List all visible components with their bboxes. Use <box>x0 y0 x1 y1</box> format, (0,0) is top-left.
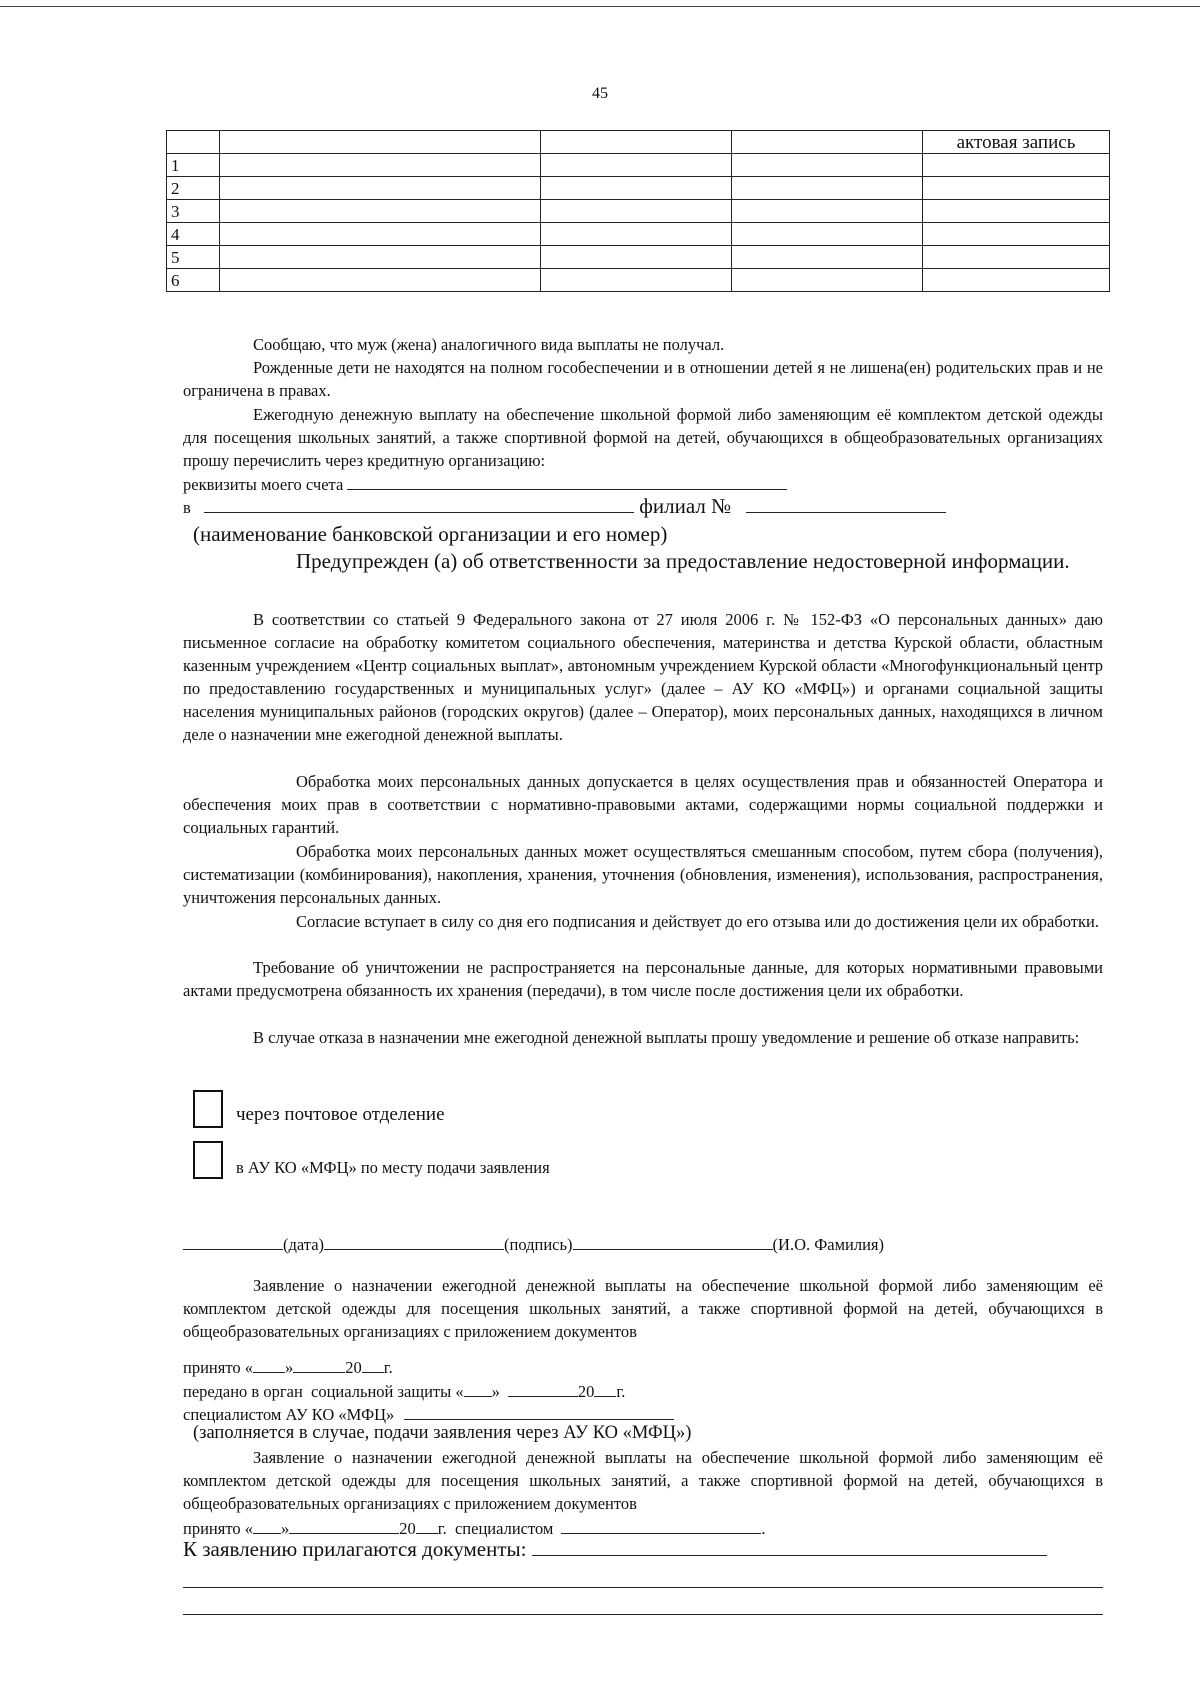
table-row <box>167 223 1110 246</box>
receipt2-statement: Заявление о назначении ежегодной денежной выплаты на обеспечение школьной формой либо заменяющим её комплектом детской одежды для посещения школьных занятий, а также спортивной формой на детей, обучающихся в общеобразовательных организациях с приложением документов <box>183 1448 1103 1513</box>
table-cell[interactable] <box>220 246 541 269</box>
receipt1-statement: Заявление о назначении ежегодной денежной выплаты на обеспечение школьной формой либо заменяющим её комплектом детской одежды для посещения школьных занятий, а также спортивной формой на детей, обучающихся в общеобразовательных организациях с приложением документов <box>183 1276 1103 1341</box>
accepted-specialist-label: г. специалистом <box>437 1519 554 1538</box>
transferred-year-field[interactable] <box>594 1378 616 1397</box>
row-number: 2 <box>167 177 220 200</box>
row-number: 4 <box>167 223 220 246</box>
husband-statement: Сообщаю, что муж (жена) аналогичного вида выплаты не получал. <box>253 335 725 354</box>
accepted-day-field[interactable] <box>253 1354 285 1373</box>
accepted-year-field[interactable] <box>362 1354 384 1373</box>
bank-caption: (наименование банковской организации и его номер) <box>193 522 668 546</box>
table-header-row <box>167 131 1110 154</box>
name-caption: (И.О. Фамилия) <box>772 1235 885 1254</box>
destruction-statement: Требование об уничтожении не распространяется на персональные данные, для которых нормативными правовыми актами предусмотрена обязанность их хранения (передачи), в том числе после достижения цели их обработки. <box>183 958 1103 1000</box>
period: . <box>761 1519 766 1538</box>
accepted-quote: » <box>284 1358 294 1377</box>
attachments-field[interactable] <box>532 1537 1047 1556</box>
in-label: в <box>183 498 191 517</box>
table-cell[interactable] <box>220 154 541 177</box>
children-statement: Рожденные дети не находятся на полном гособеспечении и в отношении детей я не лишена(ен) родительских прав и не ограничена в правах. <box>183 358 1103 400</box>
table-cell <box>167 131 220 154</box>
table-cell[interactable] <box>541 154 732 177</box>
accepted-month-field[interactable] <box>289 1515 399 1534</box>
post-office-checkbox[interactable] <box>193 1090 223 1128</box>
table-cell[interactable] <box>923 269 1110 292</box>
table-cell <box>732 131 923 154</box>
date-field[interactable] <box>183 1231 283 1250</box>
table-cell[interactable] <box>732 269 923 292</box>
accepted-day-field[interactable] <box>253 1515 281 1534</box>
table-cell[interactable] <box>923 154 1110 177</box>
row-number: 5 <box>167 246 220 269</box>
table-cell[interactable] <box>732 200 923 223</box>
account-label: реквизиты моего счета <box>183 475 344 494</box>
bank-name-field[interactable] <box>204 494 634 513</box>
payment-statement: Ежегодную денежную выплату на обеспечение школьной формой либо заменяющим её комплектом детской одежды для посещения школьных занятий, а также спортивной формой на детей, обучающихся в общеобразовательных организациях прошу перечислить через кредитную организацию: <box>183 405 1103 470</box>
specialist-label: специалистом АУ КО «МФЦ» <box>183 1405 395 1424</box>
table-cell[interactable] <box>923 177 1110 200</box>
accepted-century: 20 <box>399 1519 416 1538</box>
table-cell[interactable] <box>732 246 923 269</box>
specialist-field[interactable] <box>404 1401 674 1420</box>
table-row <box>167 200 1110 223</box>
accepted-century: 20 <box>345 1358 362 1377</box>
table-cell[interactable] <box>732 177 923 200</box>
transferred-label: передано в орган социальной защиты « <box>183 1382 464 1401</box>
table-cell[interactable] <box>541 269 732 292</box>
table-row <box>167 269 1110 292</box>
table-cell[interactable] <box>923 223 1110 246</box>
attachments-row <box>183 1536 1103 1563</box>
processing-method-statement: Обработка моих персональных данных может осуществляться смешанным способом, путем сбора (получения), систематизации (комбинирования), накопления, хранения, уточнения (обновления, изменения), использования, распространения, уничтожения персональных данных. <box>183 842 1103 907</box>
transferred-month-field[interactable] <box>508 1378 578 1397</box>
transferred-year-suffix: г. <box>616 1382 626 1401</box>
accepted-month-field[interactable] <box>293 1354 345 1373</box>
top-border-line <box>0 6 1200 7</box>
branch-number-field[interactable] <box>746 494 946 513</box>
table-cell <box>220 131 541 154</box>
consent-statement: В соответствии со статьей 9 Федерального закона от 27 июля 2006 г. № 152-ФЗ «О персональных данных» даю письменное согласие на обработку комитетом социального обеспечения, материнства и детства Курской области, областным казенным учреждением «Центр социальных выплат», автономным учреждением Курской области «Многофункциональный центр по предоставлению государственных и муниципальных услуг» (далее – АУ КО «МФЦ») и органами социальной защиты населения муниципальных районов (городских округов) (далее – Оператор), моих персональных данных, находящихся в личном деле о назначении мне ежегодной денежной выплаты. <box>183 610 1103 744</box>
attachments-line[interactable] <box>183 1587 1103 1588</box>
table-cell[interactable] <box>220 200 541 223</box>
table-cell[interactable] <box>732 223 923 246</box>
accepted-label: принято « <box>183 1519 253 1538</box>
table-cell[interactable] <box>541 177 732 200</box>
table-cell[interactable] <box>220 177 541 200</box>
date-caption: (дата) <box>283 1235 325 1254</box>
signature-caption: (подпись) <box>504 1235 573 1254</box>
table-cell[interactable] <box>220 269 541 292</box>
transferred-century: 20 <box>577 1382 595 1401</box>
mfc-label: в АУ КО «МФЦ» по месту подачи заявления <box>236 1158 550 1177</box>
table-cell[interactable] <box>220 223 541 246</box>
page-number: 45 <box>592 85 608 102</box>
signature-row <box>183 1231 1103 1256</box>
attachments-label: К заявлению прилагаются документы: <box>183 1537 527 1561</box>
specialist-field[interactable] <box>561 1515 761 1534</box>
table-cell <box>541 131 732 154</box>
table-cell[interactable] <box>923 200 1110 223</box>
refusal-statement: В случае отказа в назначении мне ежегодной денежной выплаты прошу уведомление и решение об отказе направить: <box>253 1028 1080 1047</box>
table-cell[interactable] <box>541 246 732 269</box>
receipt1-transferred-row <box>183 1378 625 1403</box>
name-field[interactable] <box>573 1231 773 1250</box>
table-cell[interactable] <box>923 246 1110 269</box>
processing-goal-statement: Обработка моих персональных данных допускается в целях осуществления прав и обязанностей Оператора и обеспечения моих прав в соответствии с нормативно-правовыми актами, содержащими нормы социальной поддержки и социальных гарантий. <box>183 772 1103 837</box>
table-row <box>167 154 1110 177</box>
table-cell[interactable] <box>541 223 732 246</box>
account-field[interactable] <box>347 471 787 490</box>
transferred-day-field[interactable] <box>464 1378 492 1397</box>
validity-statement: Согласие вступает в силу со дня его подписания и действует до его отзыва или до достижения цели их обработки. <box>296 912 1099 931</box>
accepted-quote: » <box>280 1519 290 1538</box>
accepted-year-field[interactable] <box>416 1515 438 1534</box>
children-table <box>166 130 1110 292</box>
mfc-checkbox[interactable] <box>193 1141 223 1179</box>
transferred-quote: » <box>491 1382 500 1401</box>
branch-label: филиал № <box>639 494 732 518</box>
receipt1-accepted-row <box>183 1354 393 1379</box>
table-header-act-record: актовая запись <box>923 131 1110 154</box>
row-number: 3 <box>167 200 220 223</box>
receipt1-note: (заполняется в случае, подачи заявления через АУ КО «МФЦ») <box>193 1423 692 1443</box>
table-row <box>167 246 1110 269</box>
accepted-year-suffix: г. <box>383 1358 393 1377</box>
accepted-label: принято « <box>183 1358 253 1377</box>
row-number: 6 <box>167 269 220 292</box>
table-row <box>167 177 1110 200</box>
table-cell[interactable] <box>541 200 732 223</box>
warned-statement: Предупрежден (а) об ответственности за предоставление недостоверной информации. <box>296 549 1070 573</box>
signature-field[interactable] <box>324 1231 504 1250</box>
table-cell[interactable] <box>732 154 923 177</box>
row-number: 1 <box>167 154 220 177</box>
post-office-label: через почтовое отделение <box>236 1104 445 1125</box>
attachments-line[interactable] <box>183 1614 1103 1615</box>
bank-row <box>183 493 1103 520</box>
